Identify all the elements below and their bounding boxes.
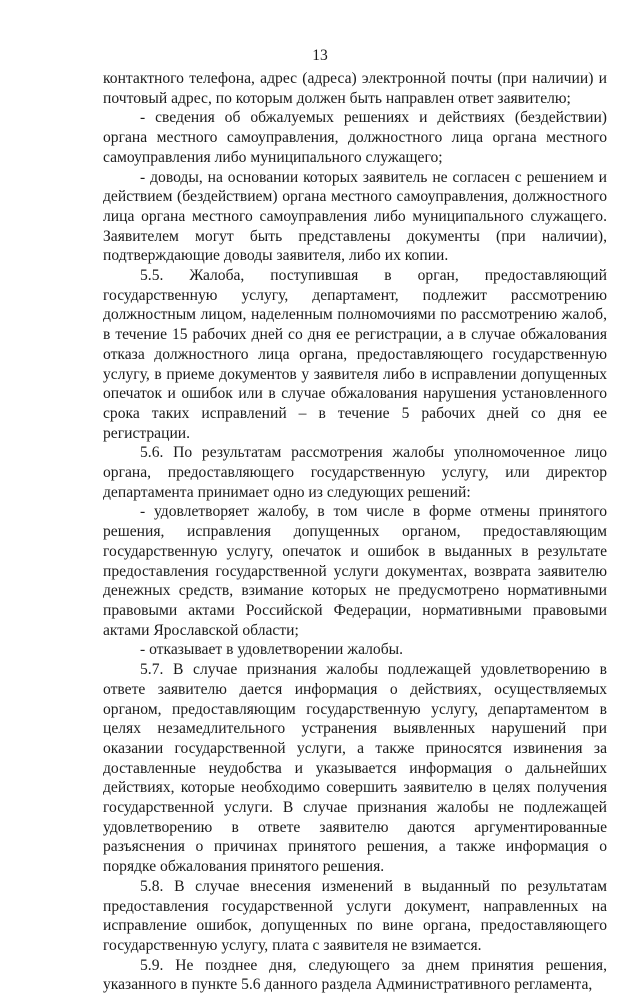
paragraph: 5.5. Жалоба, поступившая в орган, предоставляющий государственную услугу, департамент, подлежит рассмотрению должностным лицом, наделенным полномочиями по рассмотрению жалоб, в течение 15 рабочих дней со дня ее регистрации, а в случае обжалования отказа должностного лица органа, предоставляющего государственную услугу, в приеме документов у заявителя либо в исправлении допущенных опечаток и ошибок или в случае обжалования нарушения установленного срока таких исправлений – в течение 5 рабочих дней со дня ее регистрации. bbox=[103, 267, 607, 442]
paragraph: - доводы, на основании которых заявитель не согласен с решением и действием (бездействием) органа местного самоуправления, должностного лица органа местного самоуправления либо муниципального служащего. Заявителем могут быть представлены документы (при наличии), подтверждающие доводы заявителя, либо их копии. bbox=[103, 168, 607, 265]
paragraph: 5.8. В случае внесения изменений в выданный по результатам предоставления государственной услуги документ, направленных на исправление ошибок, допущенных по вине органа, предоставляющего государственную услугу, плата с заявителя не взимается. bbox=[103, 877, 607, 954]
paragraph: - удовлетворяет жалобу, в том числе в форме отмены принятого решения, исправления допущенных органом, предоставляющим государственную услугу, опечаток и ошибок в выданных в результате предоставления государственной услуги документах, возврата заявителю денежных средств, взимание которых не предусмотрено нормативными правовыми актами Российской Федерации, нормативными правовыми актами Ярославской области; bbox=[103, 503, 607, 639]
document-body bbox=[103, 69, 607, 995]
paragraph: - сведения об обжалуемых решениях и действиях (бездействии) органа местного самоуправления, должностного лица органа местного самоуправления либо муниципального служащего; bbox=[103, 109, 607, 166]
paragraph: контактного телефона, адрес (адреса) электронной почты (при наличии) и почтовый адрес, по которым должен быть направлен ответ заявителю; bbox=[103, 70, 607, 107]
paragraph: 5.9. Не позднее дня, следующего за днем принятия решения, указанного в пункте 5.6 данного раздела Административного регламента, bbox=[103, 956, 607, 994]
paragraph: 5.6. По результатам рассмотрения жалобы уполномоченное лицо органа, предоставляющего государственную услугу, или директор департамента принимает одно из следующих решений: bbox=[103, 444, 607, 501]
paragraph: 5.7. В случае признания жалобы подлежащей удовлетворению в ответе заявителю дается информация о действиях, осуществляемых органом, предоставляющим государственную услугу, департаментом в целях незамедлительного устранения выявленных нарушений при оказании государственной услуги, а также приносятся извинения за доставленные неудобства и указывается информация о дальнейших действиях, которые необходимо совершить заявителю в целях получения государственной услуги. В случае признания жалобы не подлежащей удовлетворению в ответе заявителю даются аргументированные разъяснения о причинах принятого решения, а также информация о порядке обжалования принятого решения. bbox=[103, 661, 607, 876]
paragraph: - отказывает в удовлетворении жалобы. bbox=[140, 641, 404, 659]
page-number: 13 bbox=[312, 47, 328, 64]
